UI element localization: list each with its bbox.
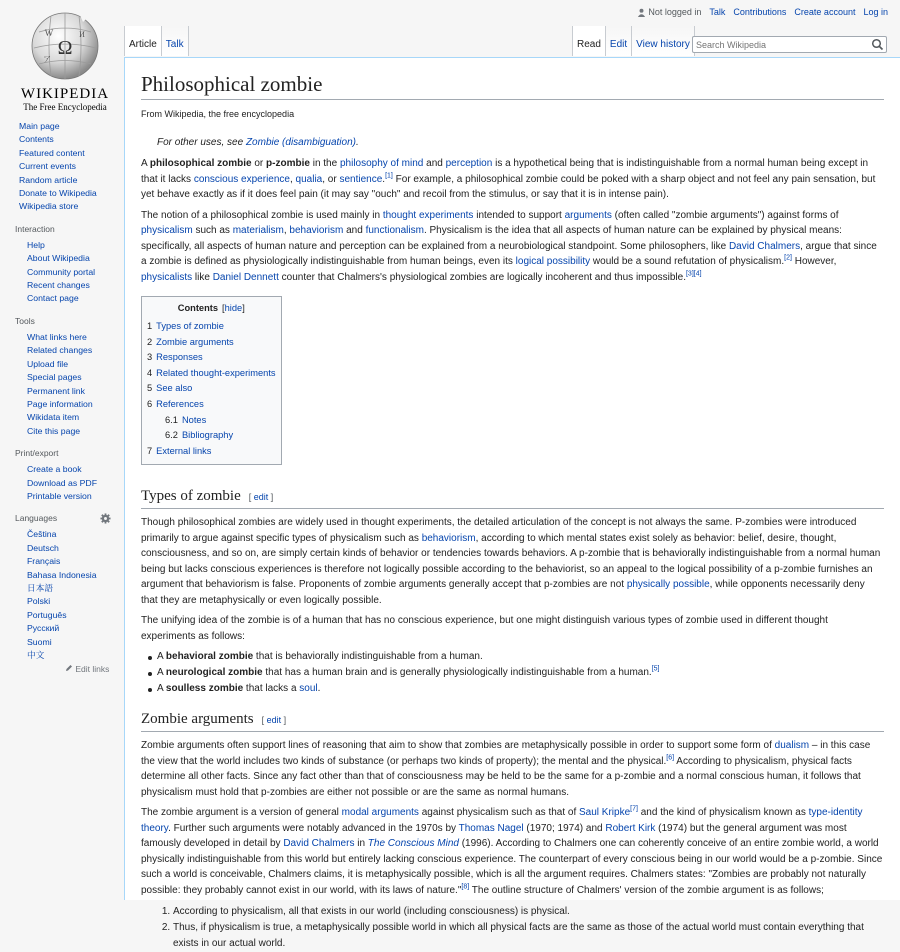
site-subtitle: From Wikipedia, the free encyclopedia: [141, 109, 295, 119]
search-icon[interactable]: [871, 38, 884, 51]
tab-view-history[interactable]: [632, 26, 695, 56]
bold-term: p-zombie: [266, 158, 310, 169]
text: such as: [192, 225, 233, 236]
tab-read-label: Read: [577, 39, 601, 50]
toc-item[interactable]: [165, 428, 276, 444]
sidebar-item-featured-content[interactable]: Featured content: [19, 147, 85, 158]
text: For example, a philosophical zombie could be poked with a sharp object and not feel any pain sensation, but yet behave exactly as if it does feel pain (it may say "ouch" and recoil from the stimulus, or say that it is in intense pain).: [141, 173, 876, 200]
edit-section[interactable]: [ edit ]: [248, 492, 274, 503]
search-input[interactable]: [693, 37, 865, 52]
hatnote: [157, 135, 884, 151]
link-qualia[interactable]: qualia: [295, 173, 323, 185]
toc-item[interactable]: [147, 366, 276, 382]
toc-number: 1: [147, 321, 153, 331]
text: that has a human brain and is generally physiologically indistinguishable from a human.: [262, 667, 652, 679]
sidebar-item-main-page[interactable]: Main page: [19, 121, 60, 131]
text: and: [423, 158, 446, 169]
text: A: [157, 651, 166, 663]
link-daniel-dennett[interactable]: Daniel Dennett: [212, 271, 279, 283]
text: However,: [791, 256, 837, 267]
logo-wordmark: WIKIPEDIA: [20, 86, 110, 102]
link-modal-arguments[interactable]: modal arguments: [341, 807, 419, 819]
personal-tools: [637, 7, 888, 17]
namespace-tabs: [124, 26, 189, 56]
link-functionalism[interactable]: functionalism: [365, 225, 424, 236]
sidebar-item-printable-version[interactable]: Printable version: [27, 490, 92, 501]
tab-article[interactable]: [124, 26, 162, 56]
toc-link[interactable]: See also: [156, 383, 193, 394]
link-conscious-experience[interactable]: conscious experience: [193, 173, 290, 185]
sidebar-item-special-pages[interactable]: Special pages: [27, 372, 82, 383]
link-dualism[interactable]: dualism: [774, 740, 810, 752]
search-box: [692, 36, 887, 53]
link-behaviorism[interactable]: behaviorism: [421, 532, 476, 544]
section-heading-types: [141, 486, 884, 509]
hatnote-link[interactable]: Zombie (disambiguation): [245, 137, 356, 148]
sidebar-tools: [0, 316, 124, 438]
link-robert-kirk[interactable]: Robert Kirk: [605, 822, 656, 834]
sidebar-lang-zh[interactable]: 中文: [27, 650, 45, 660]
reference-link[interactable]: [6]: [666, 754, 675, 762]
hatnote-prefix: For other uses, see: [157, 137, 246, 148]
intro-paragraph-1: [141, 156, 884, 203]
toc-number: 6.1: [165, 414, 178, 425]
text: . Further such arguments were notably advanced in the 1970s by: [168, 822, 459, 834]
toc-link[interactable]: References: [156, 398, 204, 409]
sidebar-item-contents[interactable]: Contents: [19, 134, 54, 145]
text: The notion of a philosophical zombie is used mainly in: [141, 209, 383, 221]
table-of-contents: [141, 296, 282, 465]
toc-hide-toggle[interactable]: [hide]: [222, 303, 245, 313]
sidebar-heading-print-export: Print/export: [15, 448, 59, 459]
link-saul-kripke[interactable]: Saul Kripke: [579, 807, 631, 819]
link-arguments[interactable]: arguments: [564, 209, 612, 221]
bold-term: behavioral zombie: [165, 651, 254, 663]
sidebar-item-create-book[interactable]: Create a book: [27, 464, 82, 475]
reference-link[interactable]: [8]: [461, 883, 470, 891]
sidebar-languages: [0, 513, 124, 674]
reference-link[interactable]: [7]: [630, 806, 638, 814]
wikipedia-logo[interactable]: [10, 6, 120, 110]
bold-term: soulless zombie: [165, 683, 244, 695]
tab-talk[interactable]: [162, 26, 189, 56]
link-thought-experiments[interactable]: thought experiments: [382, 209, 474, 221]
sidebar-interaction: [0, 224, 124, 306]
text: (1996). According to Chalmers one can coherently conceive of an entire zombie world, a world physically indistinguishable from this world but entirely lacking conscious experience. The counterpart of every conscious being in our world would be a p-zombie. Since such a world is conceivable, Chalmers claims, it is metaphysically possible, which is all the argument requires. Chalmers states: "Zombies are probably not naturally possible: they probably cannot exist in our world, with its laws of nature.": [141, 838, 883, 896]
create-account-link[interactable]: Create account: [794, 7, 856, 17]
argument-outline-list: [173, 904, 884, 952]
main-content: [124, 57, 900, 950]
sidebar: [0, 120, 124, 684]
toc-link[interactable]: Notes: [181, 414, 207, 425]
sidebar-heading-interaction: Interaction: [15, 223, 55, 234]
sidebar-heading-tools: Tools: [15, 315, 35, 326]
sidebar-lang-ja[interactable]: 日本語: [27, 582, 54, 593]
toc-item[interactable]: [147, 381, 276, 397]
sidebar-navigation: [0, 120, 124, 214]
text: The outline structure of Chalmers' version of the zombie argument is as follows;: [469, 884, 824, 896]
bold-term: neurological zombie: [165, 667, 263, 679]
text: , or: [322, 173, 340, 185]
edit-links-label: Edit links: [75, 664, 110, 675]
toc-number: 2: [147, 336, 153, 347]
sidebar-lang-id[interactable]: Bahasa Indonesia: [27, 569, 97, 580]
text: – in this case the view that the world includes two kinds of substance (or perhaps two kinds of property); the mental and the physical.: [141, 740, 871, 767]
not-logged-in-label: Not logged in: [648, 7, 702, 17]
sidebar-lang-pl[interactable]: Polski: [27, 596, 51, 607]
link-type-identity-theory[interactable]: type-identity theory: [141, 807, 863, 834]
list-item: [157, 649, 884, 665]
sidebar-item-wikidata-item[interactable]: Wikidata item: [27, 412, 80, 423]
toc-link[interactable]: Related thought-experiments: [156, 367, 276, 378]
link-soul[interactable]: soul: [299, 683, 318, 695]
sidebar-item-what-links-here[interactable]: What links here: [27, 331, 87, 342]
svg-text:W: W: [44, 28, 54, 38]
view-tabs: [572, 26, 695, 56]
list-item: 1. According to physicalism, all that exists in our world (including consciousness) is physical.: [173, 904, 884, 920]
text: . Physicalism is the idea that all aspects of human nature can be explained by physical means: specifically, all aspects of human nature and perception can be explained from a neurobiological standpoint. Some philosophers, like: [141, 225, 842, 252]
sidebar-item-recent-changes[interactable]: Recent changes: [27, 280, 90, 291]
toc-link[interactable]: External links: [156, 445, 212, 456]
tab-article-label: Article: [129, 39, 157, 50]
sidebar-item-current-events[interactable]: Current events: [19, 161, 76, 172]
reference-link[interactable]: [2]: [784, 254, 792, 262]
bold-term: philosophical zombie: [149, 158, 252, 169]
toc-link[interactable]: Zombie arguments: [156, 336, 234, 347]
sidebar-item-store[interactable]: Wikipedia store: [19, 201, 79, 212]
types-paragraph-1: [141, 515, 884, 608]
tab-talk-label: Talk: [165, 39, 184, 50]
link-thomas-nagel[interactable]: Thomas Nagel: [458, 822, 524, 834]
reference-link[interactable]: [1]: [385, 172, 393, 180]
zombie-types-list: [157, 649, 884, 697]
text: in the: [309, 158, 340, 169]
toc-number: 5: [147, 383, 153, 394]
link-materialism[interactable]: materialism: [232, 225, 284, 236]
text: against physicalism such as that of: [418, 807, 580, 819]
page-title: Philosophical zombie: [141, 71, 884, 100]
toc-item[interactable]: [147, 397, 276, 444]
text: in: [354, 838, 368, 850]
arguments-paragraph-2: [141, 805, 884, 898]
sidebar-lang-ru[interactable]: Русский: [27, 623, 60, 634]
toc-number: 6: [147, 398, 153, 409]
sidebar-item-donate[interactable]: Donate to Wikipedia: [19, 188, 97, 199]
pencil-icon: [65, 664, 73, 672]
edit-section-link[interactable]: edit: [266, 715, 282, 726]
toc-number: 7: [147, 445, 153, 456]
sidebar-item-upload-file[interactable]: Upload file: [27, 358, 69, 369]
sidebar-item-about[interactable]: About Wikipedia: [27, 253, 90, 264]
reference-link[interactable]: [3]: [685, 270, 694, 278]
sidebar-item-contact-page[interactable]: Contact page: [27, 293, 79, 304]
link-perception[interactable]: perception: [445, 158, 493, 169]
text: .: [317, 683, 321, 695]
text: and the kind of physicalism known as: [637, 807, 809, 819]
list-item: [157, 681, 884, 697]
sidebar-item-page-information[interactable]: Page information: [27, 398, 93, 409]
edit-section-link[interactable]: edit: [253, 492, 269, 503]
sidebar-item-random-article[interactable]: Random article: [19, 174, 78, 185]
text: Zombie arguments often support lines of reasoning that aim to show that zombies are metaphysically possible in order to support some form of: [141, 740, 775, 752]
text: intended to support: [473, 209, 565, 221]
tab-edit-label: Edit: [609, 39, 628, 50]
toc-item[interactable]: [147, 335, 276, 351]
sidebar-item-cite-this-page[interactable]: Cite this page: [27, 425, 81, 436]
list-item: [157, 665, 884, 681]
svg-text:ア: ア: [43, 55, 51, 64]
text: Though philosophical zombies are widely used in thought experiments, the detailed articulation of the concept is not always the same. P-zombies were introduced primarily to argue against specific types of physicalism such as: [141, 517, 857, 544]
list-item: 2. Thus, if physicalism is true, a metaphysically possible world in which all physical facts are the same as those of the actual world must contain everything that exists in our actual world.: [173, 920, 884, 952]
text: The zombie argument is a version of general: [141, 807, 342, 819]
text: is a hypothetical being that is indistinguishable from a normal human being except in that it lacks: [141, 158, 869, 185]
user-icon: [637, 8, 646, 17]
link-david-chalmers[interactable]: David Chalmers: [283, 838, 355, 850]
text: According to physicalism, physical facts determine all other facts. Since any fact other than that of consciousness may be held to be the same for a p-zombie and a normal conscious human, it follows that physicalism must hold that p-zombies are either not possible or are the same as normal humans.: [141, 755, 861, 798]
text: and: [343, 225, 366, 236]
edit-section[interactable]: [ edit ]: [261, 715, 287, 726]
types-paragraph-2: The unifying idea of the zombie is of a human that has no conscious experience, but one might distinguish various types of zombie used in different thought experiments as follows:: [141, 615, 828, 642]
text: , argue that since a zombie is defined as physiologically indistinguishable from human beings, even its: [141, 240, 877, 267]
not-logged-in: [637, 7, 701, 17]
tab-edit[interactable]: [606, 26, 632, 56]
toc-link[interactable]: Responses: [156, 352, 203, 363]
text: A: [141, 158, 150, 169]
link-physically-possible[interactable]: physically possible: [626, 579, 710, 591]
sidebar-item-download-pdf[interactable]: Download as PDF: [27, 477, 98, 488]
sidebar-lang-fi[interactable]: Suomi: [27, 636, 52, 647]
text: ,: [289, 173, 296, 185]
link-physicalism[interactable]: physicalism: [141, 225, 193, 236]
link-behaviorism[interactable]: behaviorism: [289, 225, 344, 236]
text: A: [157, 683, 166, 695]
text: A: [157, 667, 166, 679]
log-in-link[interactable]: Log in: [863, 7, 888, 17]
gear-icon[interactable]: [100, 513, 111, 524]
toc-number: 3: [147, 352, 153, 363]
text: (1974) but the general argument was most famously developed in detail by: [141, 822, 847, 850]
puzzle-globe-icon: [29, 10, 101, 82]
link-logical-possibility[interactable]: logical possibility: [515, 256, 591, 267]
toc-item[interactable]: [147, 319, 276, 335]
toc-item[interactable]: [147, 444, 276, 460]
toc-item[interactable]: [165, 413, 276, 429]
text: counter that Chalmers's physiological zombies are logically incoherent and thus impossible.: [278, 271, 686, 283]
contributions-link[interactable]: Contributions: [733, 7, 787, 17]
tab-read[interactable]: [572, 26, 606, 56]
talk-link[interactable]: Talk: [709, 7, 726, 17]
edit-links[interactable]: [0, 664, 124, 674]
logo-tagline: The Free Encyclopedia: [23, 102, 107, 112]
text: ,: [283, 225, 290, 236]
link-the-conscious-mind[interactable]: The Conscious Mind: [367, 838, 459, 850]
intro-paragraph-2: [141, 208, 884, 286]
sidebar-lang-pt[interactable]: Português: [27, 609, 67, 620]
text: (often called "zombie arguments") against forms of: [611, 209, 839, 221]
svg-text:И: И: [79, 30, 85, 39]
text: would be a sound refutation of physicalism.: [590, 256, 785, 267]
arguments-paragraph-1: [141, 738, 884, 800]
sidebar-lang-de[interactable]: Deutsch: [27, 542, 59, 553]
svg-text:Ω: Ω: [57, 37, 73, 59]
reference-link[interactable]: [5]: [651, 666, 660, 674]
toc-hide-link[interactable]: hide: [224, 303, 243, 313]
sidebar-lang-fr[interactable]: Français: [27, 556, 61, 567]
sidebar-lang-cs[interactable]: Čeština: [27, 529, 57, 540]
section-heading-text: Zombie arguments: [141, 711, 254, 728]
section-heading-arguments: [141, 709, 884, 732]
toc-item[interactable]: [147, 350, 276, 366]
sidebar-item-help[interactable]: Help: [27, 239, 45, 250]
hatnote-suffix: .: [356, 137, 359, 148]
link-sentience[interactable]: sentience: [339, 173, 383, 185]
sidebar-print-export: [0, 448, 124, 503]
link-philosophy-of-mind[interactable]: philosophy of mind: [339, 158, 424, 169]
toc-number: 6.2: [165, 430, 178, 441]
toc-number: 4: [147, 367, 153, 378]
sidebar-item-permanent-link[interactable]: Permanent link: [27, 385, 85, 396]
toc-link[interactable]: Types of zombie: [156, 321, 224, 331]
tab-view-history-label: View history: [636, 39, 690, 50]
text: or: [251, 158, 267, 169]
toc-title-label: Contents: [177, 303, 219, 313]
sidebar-heading-languages: Languages: [15, 513, 58, 524]
text: , according to which mental states exist solely as behavior: belief, desire, thought, consciousness, and so on, are simply certain kinds of behavior or tendencies towards behaviors. A p-zombie that is behaviorally indistinguishable from a normal human being but lacks conscious experiences is therefore not logically possible according to the behaviorist, so an appeal to the logical possibility of a p-zombie furnishes an argument that behaviorism is false. Proponents of zombie arguments generally accept that p-zombies are not: [141, 532, 881, 591]
sidebar-item-community-portal[interactable]: Community portal: [27, 266, 96, 277]
text: that lacks a: [243, 683, 300, 695]
section-heading-text: Types of zombie: [141, 488, 241, 505]
sidebar-item-related-changes[interactable]: Related changes: [27, 345, 93, 356]
link-physicalists[interactable]: physicalists: [141, 271, 193, 283]
text: , while opponents necessarily deny that they are metaphysically or even logically possible.: [141, 579, 865, 606]
text: that is behaviorally indistinguishable from a human.: [253, 651, 483, 663]
link-david-chalmers[interactable]: David Chalmers: [728, 240, 801, 252]
text: like: [192, 271, 213, 283]
text: (1970; 1974) and: [523, 822, 606, 834]
reference-link[interactable]: [4]: [693, 270, 702, 278]
toc-link[interactable]: Bibliography: [181, 430, 234, 441]
toc-title: [147, 303, 276, 313]
text: .: [382, 173, 386, 185]
